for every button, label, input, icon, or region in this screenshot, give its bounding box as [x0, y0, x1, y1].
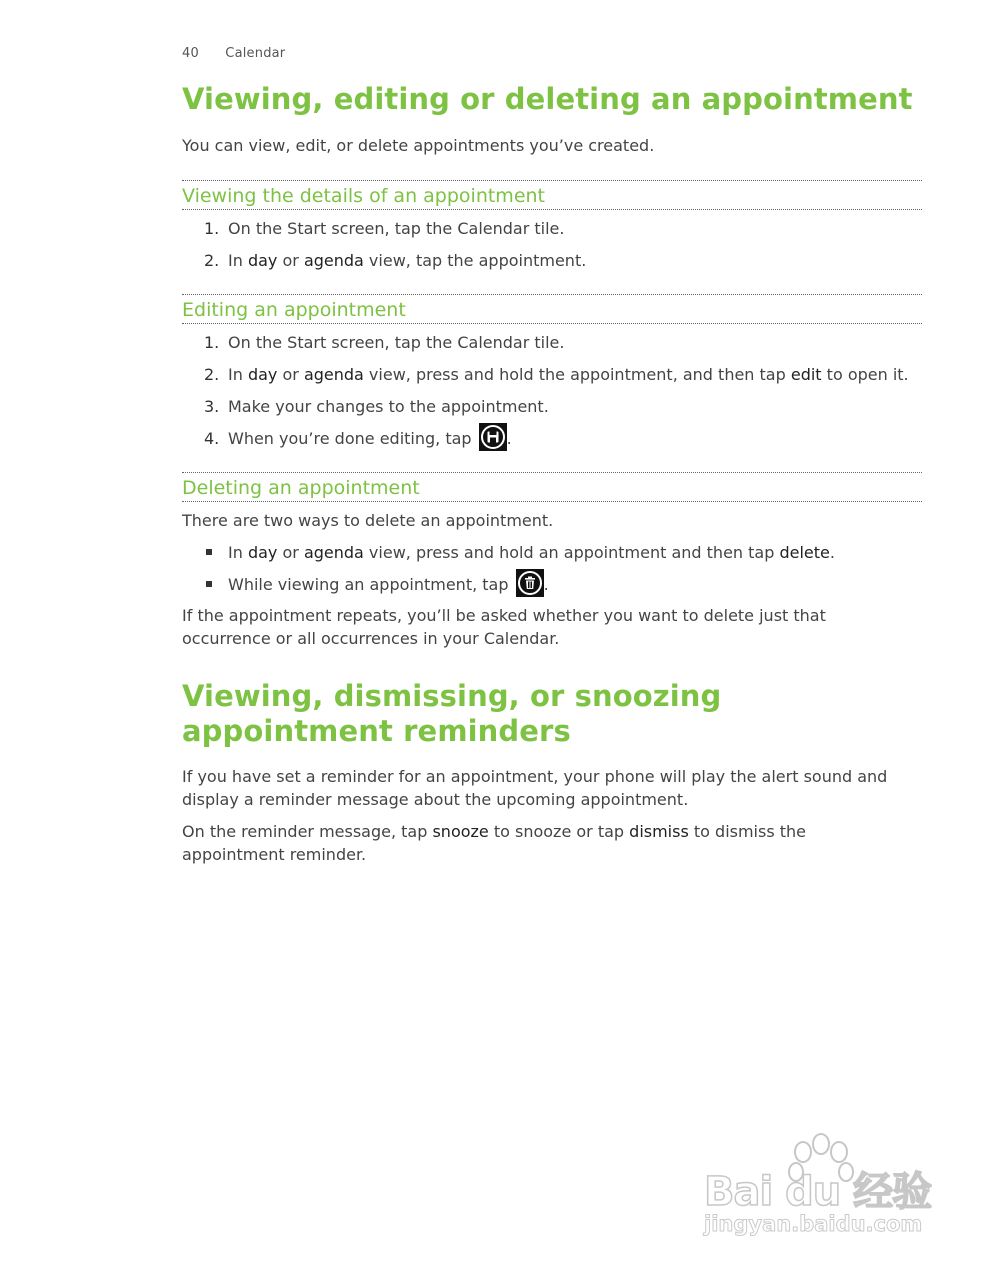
subheading-viewing-details: Viewing the details of an appointment [182, 180, 922, 210]
reminders-paragraph-1: If you have set a reminder for an appointment, your phone will play the alert sound and display a reminder message about the upcoming appointment. [182, 767, 888, 809]
bullet-marker [206, 581, 212, 587]
term-snooze: snooze [432, 822, 489, 841]
section-title-viewing-editing-deleting: Viewing, editing or deleting an appointment [182, 82, 913, 116]
deleting-intro: There are two ways to delete an appointment. [182, 511, 554, 530]
page-number: 40 [182, 46, 199, 61]
step-number: 3. [204, 397, 220, 416]
paragraph-text: On the reminder message, tap [182, 822, 433, 841]
term-day: day [247, 543, 278, 562]
list-item [182, 427, 922, 451]
editing-steps-list [182, 331, 922, 451]
list-item [182, 217, 922, 240]
trash-icon [516, 569, 544, 597]
step-number: 1. [204, 219, 220, 238]
step-text: view, press and hold the appointment, and then tap [363, 365, 791, 384]
list-item [182, 395, 922, 418]
step-text: or [277, 365, 304, 384]
step-number: 4. [204, 429, 220, 448]
step-text: On the Start screen, tap the Calendar tile. [228, 219, 565, 238]
bullet-text: or [277, 543, 304, 562]
term-agenda: agenda [303, 543, 364, 562]
step-text: or [277, 251, 304, 270]
page-header [182, 46, 285, 61]
step-text: . [506, 429, 512, 448]
section-intro: You can view, edit, or delete appointments you’ve created. [182, 136, 655, 155]
step-text: to open it. [821, 365, 909, 384]
step-text: On the Start screen, tap the Calendar tile. [228, 333, 565, 352]
reminders-paragraph-2 [182, 820, 912, 866]
running-section-title: Calendar [225, 46, 286, 61]
step-number: 1. [204, 333, 220, 352]
bullet-text: view, press and hold an appointment and then tap [363, 543, 780, 562]
deleting-note: If the appointment repeats, you’ll be asked whether you want to delete just that occurrence or all occurrences in your Calendar. [182, 606, 826, 648]
watermark-url: jingyan.baidu.com [704, 1212, 923, 1236]
section-title-reminders: Viewing, dismissing, or snoozing appointment reminders [182, 679, 722, 748]
term-edit: edit [790, 365, 822, 384]
step-text: In [228, 251, 248, 270]
bullet-text: In [228, 543, 248, 562]
list-item [182, 331, 922, 354]
paragraph-text: to dismiss the appointment reminder. [182, 822, 807, 864]
baidu-watermark [700, 1130, 940, 1240]
list-item [182, 541, 922, 564]
step-text: In [228, 365, 248, 384]
term-agenda: agenda [303, 251, 364, 270]
term-agenda: agenda [303, 365, 364, 384]
subheading-editing: Editing an appointment [182, 294, 922, 324]
bullet-text: While viewing an appointment, tap [228, 575, 509, 594]
list-item [182, 363, 922, 386]
watermark-brand: Bai du 经验 [704, 1169, 932, 1215]
subheading-deleting: Deleting an appointment [182, 472, 922, 502]
step-text: view, tap the appointment. [363, 251, 587, 270]
term-day: day [247, 365, 278, 384]
bullet-text: . [543, 575, 549, 594]
term-delete: delete [779, 543, 830, 562]
step-number: 2. [204, 251, 220, 270]
list-item [182, 573, 922, 597]
term-day: day [247, 251, 278, 270]
paragraph-text: to snooze or tap [488, 822, 630, 841]
viewing-steps-list [182, 217, 922, 272]
step-text: Make your changes to the appointment. [228, 397, 549, 416]
deleting-bullets-list [182, 541, 922, 597]
list-item [182, 249, 922, 272]
bullet-marker [206, 549, 212, 555]
term-dismiss: dismiss [629, 822, 689, 841]
step-text: When you’re done editing, tap [228, 429, 472, 448]
step-number: 2. [204, 365, 220, 384]
save-icon [479, 423, 507, 451]
bullet-text: . [829, 543, 835, 562]
